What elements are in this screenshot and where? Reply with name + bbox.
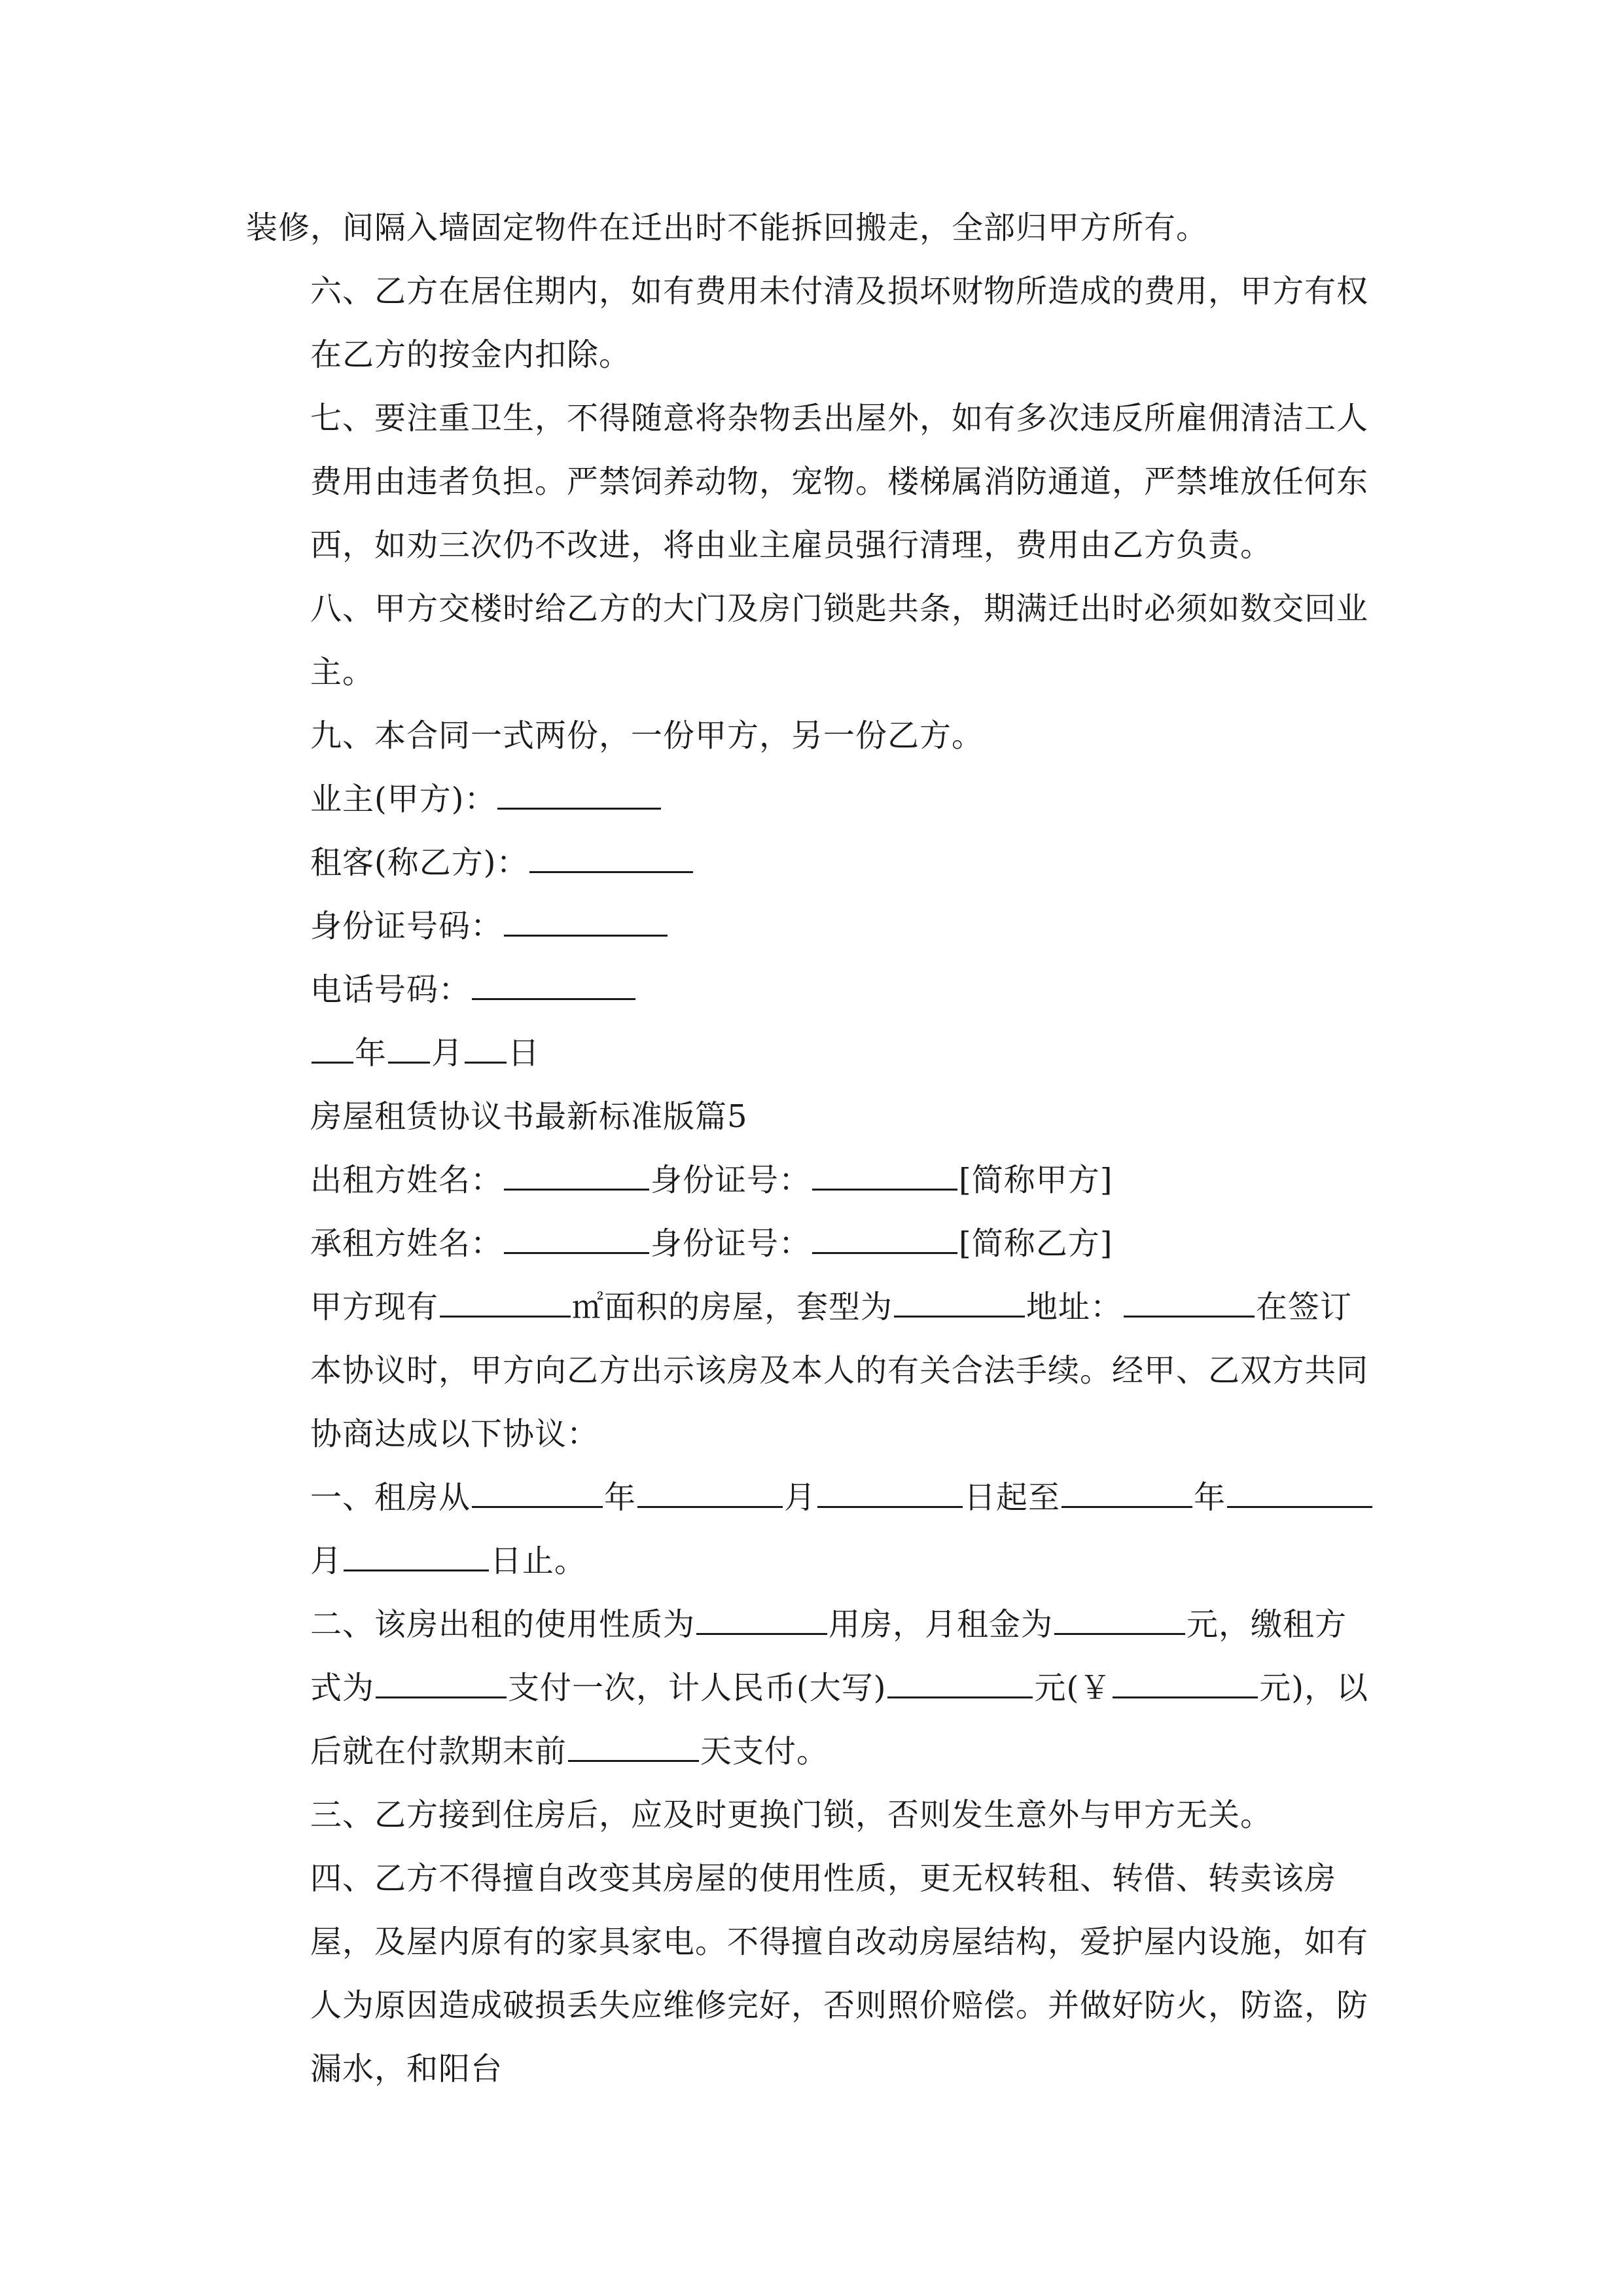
lessee-abbr: [简称乙方] (959, 1225, 1113, 1262)
lessee-name-blank (504, 1222, 649, 1254)
lessor-id-label: 身份证号： (651, 1162, 812, 1198)
signature-tenant-line (246, 831, 1377, 895)
signature-phone-label: 电话号码： (310, 971, 471, 1008)
date-year-blank (312, 1031, 353, 1064)
due-days-blank (568, 1730, 699, 1762)
start-month-blank (637, 1476, 783, 1508)
date-year-label: 年 (355, 1035, 387, 1071)
clause-2 (246, 1593, 1377, 1784)
lessor-id-blank (812, 1158, 957, 1191)
clause-2-text-d: 支付一次，计人民币(大写) (508, 1670, 887, 1706)
date-day-label: 日 (508, 1035, 541, 1071)
usage-blank (696, 1603, 827, 1635)
amount-words-blank (887, 1666, 1033, 1698)
clause-2-text-e: 元(￥ (1034, 1670, 1112, 1706)
signature-owner-line (246, 768, 1377, 831)
clause-2-text-c: 元，缴租方式为 (310, 1606, 1347, 1706)
clause-2-text-f: 元)，以后就在付款期末前 (310, 1670, 1368, 1770)
clause-1 (246, 1466, 1377, 1593)
start-day-blank (817, 1476, 963, 1508)
paragraph-continued: 装修，间隔入墙固定物件在迁出时不能拆回搬走，全部归甲方所有。 (246, 209, 1209, 246)
clause-7: 七、要注重卫生，不得随意将杂物丢出屋外，如有多次违反所雇佣清洁工人费用由违者负担。严禁饲养动物，宠物。楼梯属消防通道，严禁堆放任何东西，如劝三次仍不改进，将由业主雇员强行清理，费用由乙方负责。 (310, 400, 1369, 564)
clause-1-text-a: 一、租房从 (310, 1479, 471, 1516)
intro-text-c: 地址： (1026, 1289, 1123, 1325)
signature-phone-blank (472, 968, 635, 1000)
signature-date-line (246, 1022, 1377, 1085)
signature-phone-line (246, 958, 1377, 1022)
lessee-line (246, 1212, 1377, 1276)
signature-id-blank (504, 905, 668, 937)
clause-8: 八、甲方交楼时给乙方的大门及房门锁匙共条，期满迁出时必须如数交回业主。 (310, 590, 1369, 691)
lessor-name-blank (504, 1158, 649, 1191)
end-month-blank (1227, 1476, 1372, 1508)
section-heading: 房屋租赁协议书最新标准版篇5 (310, 1098, 748, 1135)
clause-1-text-d: 日起至 (964, 1479, 1061, 1516)
lessor-line (246, 1149, 1377, 1212)
intro-text-a: 甲方现有 (310, 1289, 439, 1325)
lessee-id-blank (812, 1222, 957, 1254)
clause-3: 三、乙方接到住房后，应及时更换门锁，否则发生意外与甲方无关。 (310, 1797, 1273, 1833)
signature-tenant-blank (529, 841, 693, 873)
monthly-rent-blank (1054, 1603, 1185, 1635)
clause-2-text-b: 用房，月租金为 (829, 1606, 1054, 1643)
amount-figures-blank (1113, 1666, 1258, 1698)
clause-1-text-e: 年 (1194, 1479, 1226, 1516)
clause-1-text-g: 日止。 (490, 1543, 587, 1579)
address-blank (1124, 1285, 1255, 1318)
document-body (246, 196, 1377, 2101)
start-year-blank (472, 1476, 603, 1508)
clause-2-text-a: 二、该房出租的使用性质为 (310, 1606, 696, 1643)
clause-6: 六、乙方在居住期内，如有费用未付清及损坏财物所造成的费用，甲方有权在乙方的按金内扣除。 (310, 273, 1369, 373)
layout-blank (894, 1285, 1025, 1318)
clause-4: 四、乙方不得擅自改变其房屋的使用性质，更无权转租、转借、转卖该房屋，及屋内原有的家具家电。不得擅自改动房屋结构，爱护屋内设施，如有人为原因造成破损丢失应维修完好，否则照价赔偿。并做好防火，防盗，防漏水，和阳台 (310, 1860, 1369, 2087)
clause-2-text-g: 天支付。 (700, 1733, 829, 1770)
lessor-name-label: 出租方姓名： (310, 1162, 503, 1198)
payment-cycle-blank (376, 1666, 507, 1698)
signature-id-line (246, 895, 1377, 958)
lessor-abbr: [简称甲方] (959, 1162, 1113, 1198)
clause-1-text-b: 年 (604, 1479, 637, 1516)
end-year-blank (1061, 1476, 1192, 1508)
date-day-blank (465, 1031, 507, 1064)
lessee-name-label: 承租方姓名： (310, 1225, 503, 1262)
area-blank (440, 1285, 571, 1318)
clause-9: 九、本合同一式两份，一份甲方，另一份乙方。 (310, 717, 984, 754)
date-month-blank (388, 1031, 430, 1064)
signature-owner-label: 业主(甲方)： (310, 781, 497, 817)
clause-1-text-c: 月 (784, 1479, 817, 1516)
lessee-id-label: 身份证号： (651, 1225, 812, 1262)
signature-owner-blank (497, 778, 661, 810)
signature-tenant-label: 租客(称乙方)： (310, 844, 529, 881)
signature-id-label: 身份证号码： (310, 908, 503, 944)
intro-text-d: 在签订本协议时，甲方向乙方出示该房及本人的有关合法手续。经甲、乙双方共同协商达成以下协议： (310, 1289, 1369, 1452)
end-day-blank (344, 1539, 489, 1571)
clause-1-text-f: 月 (310, 1543, 343, 1579)
intro-text-b: ㎡面积的房屋，套型为 (572, 1289, 893, 1325)
intro-paragraph (246, 1276, 1377, 1466)
date-month-label: 月 (431, 1035, 464, 1071)
